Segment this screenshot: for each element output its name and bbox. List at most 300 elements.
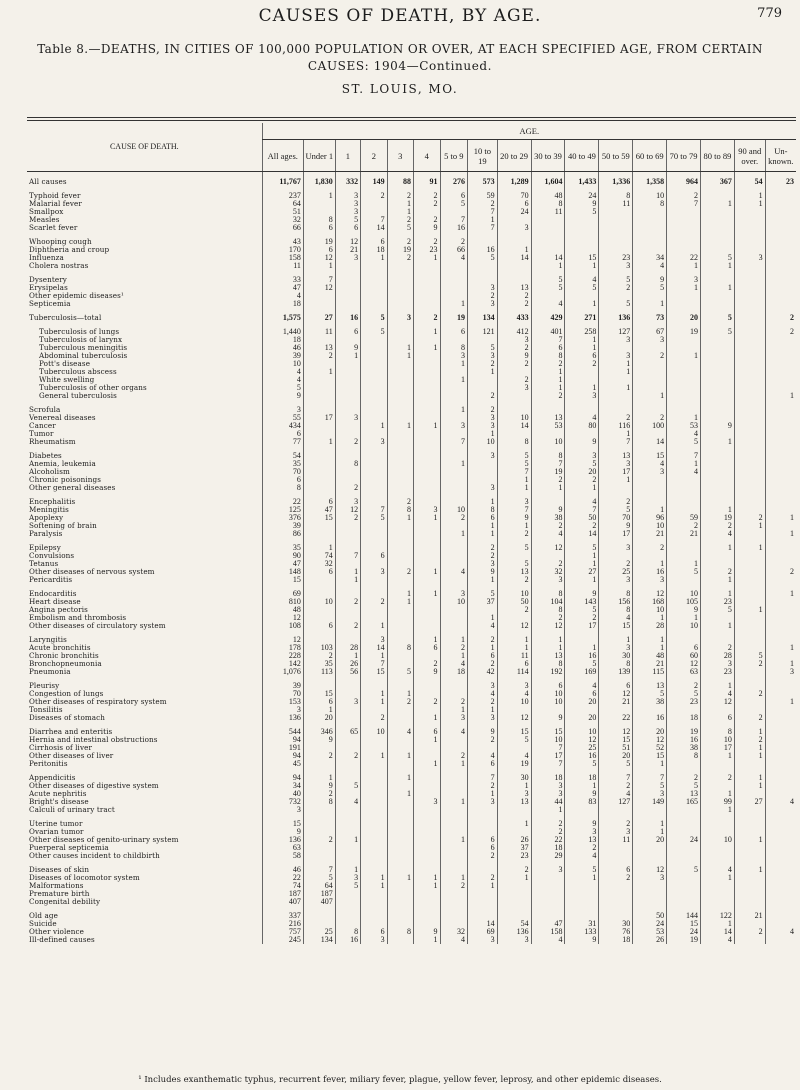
- table-row: [27, 246, 796, 254]
- cell-value: [440, 622, 468, 630]
- cell-value: 1: [734, 836, 765, 844]
- cell-value: 3: [335, 498, 360, 506]
- cell-value: [440, 468, 468, 476]
- cell-value: 5: [633, 782, 667, 790]
- cell-value: 6: [565, 352, 599, 360]
- cell-value: [387, 660, 413, 668]
- cause-label: Embolism and thrombosis: [29, 614, 127, 622]
- cell-value: 11: [262, 262, 303, 270]
- cell-value: [667, 806, 701, 814]
- cell-value: 1: [387, 874, 413, 882]
- cell-value: [765, 284, 796, 292]
- cell-value: 12: [633, 866, 667, 874]
- cell-value: [667, 874, 701, 882]
- cell-value: 1: [303, 544, 335, 552]
- cell-value: 2: [531, 828, 565, 836]
- cell-value: 1: [440, 460, 468, 468]
- cell-value: [765, 898, 796, 906]
- cell-value: 125: [262, 506, 303, 514]
- cell-value: [599, 912, 633, 920]
- cell-value: 15: [303, 514, 335, 522]
- cell-value: 5: [565, 660, 599, 668]
- cell-value: 5: [667, 438, 701, 446]
- cell-value: 1: [701, 806, 735, 814]
- cell-value: [565, 368, 599, 376]
- cell-value: [414, 606, 440, 614]
- cell-value: 1: [565, 262, 599, 270]
- cell-value: [497, 392, 531, 400]
- cell-value: 1: [734, 544, 765, 552]
- cell-value: 12: [262, 636, 303, 644]
- cell-value: 2: [468, 200, 498, 208]
- cell-value: 65: [335, 728, 360, 736]
- cell-value: [387, 652, 413, 660]
- cell-value: 237: [262, 192, 303, 200]
- cell-value: 5: [565, 866, 599, 874]
- cell-value: [414, 898, 440, 906]
- cell-value: 1: [565, 344, 599, 352]
- cell-value: 12: [303, 284, 335, 292]
- cell-value: 3: [633, 874, 667, 882]
- cell-value: 134: [468, 314, 498, 322]
- cell-value: 3: [468, 352, 498, 360]
- cell-value: [335, 606, 360, 614]
- cell-value: [765, 866, 796, 874]
- cell-value: [765, 208, 796, 216]
- cell-value: 22: [531, 836, 565, 844]
- cell-value: [361, 760, 387, 768]
- cell-value: [734, 262, 765, 270]
- cell-value: 27: [303, 314, 335, 322]
- cell-value: 32: [440, 928, 468, 936]
- cell-value: 35: [303, 660, 335, 668]
- cell-value: 8: [387, 644, 413, 652]
- cell-value: [361, 300, 387, 308]
- cell-value: [734, 828, 765, 836]
- cell-value: [565, 636, 599, 644]
- cell-value: 64: [303, 882, 335, 890]
- cell-value: 80: [565, 422, 599, 430]
- cell-value: [701, 706, 735, 714]
- cell-value: 2: [765, 568, 796, 576]
- cell-value: 1: [734, 752, 765, 760]
- cell-value: 2: [701, 774, 735, 782]
- table-row: [27, 192, 796, 200]
- cell-value: 1: [701, 284, 735, 292]
- cell-value: 17: [303, 414, 335, 422]
- cell-value: 2: [468, 544, 498, 552]
- cell-value: [765, 292, 796, 300]
- cell-value: [701, 352, 735, 360]
- cell-value: 8: [531, 452, 565, 460]
- cell-value: 12: [531, 544, 565, 552]
- cell-value: [599, 406, 633, 414]
- cell-value: 1: [531, 636, 565, 644]
- cell-value: 14: [531, 254, 565, 262]
- cell-value: [765, 560, 796, 568]
- cell-value: 8: [440, 344, 468, 352]
- cell-value: [361, 344, 387, 352]
- cell-value: 19: [667, 328, 701, 336]
- cell-value: [468, 468, 498, 476]
- table-row: [27, 314, 796, 322]
- cause-label: White swelling: [39, 376, 95, 384]
- cell-value: 2: [468, 360, 498, 368]
- cell-value: [765, 622, 796, 630]
- cell-value: [468, 744, 498, 752]
- cell-value: [701, 636, 735, 644]
- cell-value: 7: [565, 506, 599, 514]
- cell-value: 3: [599, 828, 633, 836]
- cell-value: 1: [335, 866, 360, 874]
- cell-value: 1: [701, 438, 735, 446]
- cell-value: [734, 336, 765, 344]
- cell-value: 108: [262, 622, 303, 630]
- cell-value: [361, 920, 387, 928]
- page-number: 779: [757, 6, 782, 21]
- cell-value: [361, 200, 387, 208]
- cell-value: [440, 844, 468, 852]
- cell-value: [565, 912, 599, 920]
- cell-value: 1: [633, 392, 667, 400]
- cell-value: [387, 936, 413, 944]
- cell-value: 165: [667, 798, 701, 806]
- cell-value: [387, 328, 413, 336]
- cell-value: 2: [468, 852, 498, 860]
- cell-value: 9: [414, 224, 440, 232]
- cell-value: 5: [734, 652, 765, 660]
- city-heading: ST. LOUIS, MO.: [341, 82, 459, 96]
- cell-value: 9: [531, 714, 565, 722]
- cell-value: [497, 882, 531, 890]
- column-header: 10 to 19: [468, 140, 498, 172]
- cell-value: 23: [701, 668, 735, 676]
- cell-value: 2: [531, 360, 565, 368]
- cell-value: [701, 760, 735, 768]
- cell-value: [440, 866, 468, 874]
- cell-value: [734, 668, 765, 676]
- column-header: 3: [387, 140, 413, 172]
- cell-value: 43: [262, 238, 303, 246]
- cell-value: [667, 208, 701, 216]
- cell-value: 23: [414, 246, 440, 254]
- cell-value: 1: [565, 576, 599, 584]
- cell-value: 1: [497, 476, 531, 484]
- cell-value: 1: [633, 300, 667, 308]
- cell-value: [361, 560, 387, 568]
- cell-value: 8: [599, 192, 633, 200]
- cell-value: [765, 852, 796, 860]
- cell-value: 1: [633, 828, 667, 836]
- cell-value: 11: [497, 652, 531, 660]
- cell-value: [303, 530, 335, 538]
- cell-value: [335, 422, 360, 430]
- cell-value: 2: [565, 522, 599, 530]
- cell-value: 1: [701, 200, 735, 208]
- cell-value: 1: [440, 636, 468, 644]
- cell-value: 9: [497, 514, 531, 522]
- cell-value: 4: [531, 530, 565, 538]
- cell-value: 3: [361, 936, 387, 944]
- cell-value: 8: [262, 484, 303, 492]
- cell-value: 5: [468, 254, 498, 262]
- cell-value: 66: [440, 246, 468, 254]
- table-row: [27, 522, 796, 530]
- table-row: [27, 782, 796, 790]
- cell-value: 24: [667, 836, 701, 844]
- cell-value: 3: [599, 262, 633, 270]
- cause-label: Influenza: [29, 254, 64, 262]
- cell-value: 5: [667, 782, 701, 790]
- cell-value: [387, 836, 413, 844]
- cell-value: 1: [765, 392, 796, 400]
- cell-value: [734, 936, 765, 944]
- cell-value: [335, 376, 360, 384]
- cell-value: 76: [599, 928, 633, 936]
- cell-value: 4: [440, 568, 468, 576]
- cell-value: [765, 352, 796, 360]
- cell-value: [361, 590, 387, 598]
- cell-value: 3: [468, 284, 498, 292]
- cell-value: [468, 806, 498, 814]
- cell-value: [440, 736, 468, 744]
- cell-value: 27: [734, 798, 765, 806]
- cell-value: [361, 836, 387, 844]
- cell-value: [734, 636, 765, 644]
- cell-value: 17: [599, 530, 633, 538]
- table-row: [27, 852, 796, 860]
- cell-value: 59: [667, 514, 701, 522]
- cell-value: 6: [468, 514, 498, 522]
- cell-value: 38: [667, 744, 701, 752]
- cause-label: Malarial fever: [29, 200, 82, 208]
- cell-value: 5: [701, 606, 735, 614]
- cell-value: 6: [599, 682, 633, 690]
- cell-value: 134: [303, 936, 335, 944]
- cell-value: [599, 246, 633, 254]
- cell-value: [361, 576, 387, 584]
- cause-label: Suicide: [29, 920, 57, 928]
- cell-value: 4: [667, 430, 701, 438]
- cell-value: 16: [565, 652, 599, 660]
- cell-value: [468, 384, 498, 392]
- cell-value: [361, 544, 387, 552]
- cell-value: 47: [262, 560, 303, 568]
- cell-value: [361, 912, 387, 920]
- cell-value: 2: [565, 360, 599, 368]
- age-header: AGE.: [262, 123, 796, 140]
- cause-label: Tuberculosis of lungs: [39, 328, 120, 336]
- cell-value: [387, 614, 413, 622]
- cell-value: [765, 476, 796, 484]
- cause-label: Diphtheria and croup: [29, 246, 110, 254]
- cause-label: Acute bronchitis: [29, 644, 91, 652]
- cell-value: 544: [262, 728, 303, 736]
- cell-value: 2: [565, 614, 599, 622]
- cell-value: 3: [440, 590, 468, 598]
- cell-value: [667, 844, 701, 852]
- cause-label: Ill-defined causes: [29, 936, 95, 944]
- cell-value: [633, 208, 667, 216]
- cell-value: [335, 276, 360, 284]
- table-row: [27, 568, 796, 576]
- cell-value: [765, 414, 796, 422]
- cell-value: 11: [531, 208, 565, 216]
- cell-value: 2: [531, 560, 565, 568]
- cell-value: [599, 208, 633, 216]
- cell-value: 25: [599, 568, 633, 576]
- cell-value: 6: [303, 698, 335, 706]
- cell-value: 11: [599, 200, 633, 208]
- cell-value: [701, 844, 735, 852]
- cell-value: [531, 552, 565, 560]
- cell-value: 3: [335, 698, 360, 706]
- cell-value: [361, 484, 387, 492]
- cell-value: [387, 606, 413, 614]
- cell-value: 1: [497, 820, 531, 828]
- cell-value: 5: [497, 460, 531, 468]
- cell-value: [361, 452, 387, 460]
- cell-value: 1: [440, 530, 468, 538]
- column-header: 20 to 29: [497, 140, 531, 172]
- cell-value: [387, 852, 413, 860]
- cell-value: [565, 216, 599, 224]
- table-row: [27, 262, 796, 270]
- cause-label: Other general diseases: [29, 484, 116, 492]
- table-row: [27, 728, 796, 736]
- cell-value: 1: [468, 430, 498, 438]
- cell-value: 34: [633, 254, 667, 262]
- cell-value: 22: [262, 498, 303, 506]
- cell-value: [335, 828, 360, 836]
- cell-value: [734, 376, 765, 384]
- cell-value: [734, 344, 765, 352]
- cell-value: 25: [565, 744, 599, 752]
- cell-value: [414, 866, 440, 874]
- cell-value: 94: [262, 736, 303, 744]
- cell-value: [765, 224, 796, 232]
- cell-value: [387, 882, 413, 890]
- cell-value: 10: [497, 414, 531, 422]
- cause-label: Septicemia: [29, 300, 71, 308]
- cell-value: 20: [667, 314, 701, 322]
- cell-value: 8: [599, 590, 633, 598]
- cause-label: Tuberculous abscess: [39, 368, 117, 376]
- cell-value: [667, 636, 701, 644]
- cell-value: [667, 216, 701, 224]
- cell-value: 3: [599, 576, 633, 584]
- cell-value: 52: [633, 744, 667, 752]
- cell-value: [734, 246, 765, 254]
- cell-value: [361, 430, 387, 438]
- cell-value: [701, 336, 735, 344]
- cell-value: 2: [387, 698, 413, 706]
- table-row: [27, 530, 796, 538]
- cell-value: 3: [599, 352, 633, 360]
- cell-value: [361, 790, 387, 798]
- cell-value: 2: [531, 476, 565, 484]
- cell-value: 810: [262, 598, 303, 606]
- cell-value: [734, 760, 765, 768]
- cell-value: 4: [701, 936, 735, 944]
- cell-value: 12: [599, 728, 633, 736]
- cell-value: 9: [565, 936, 599, 944]
- cause-label: Other diseases of respiratory system: [29, 698, 167, 706]
- cell-value: 3: [497, 936, 531, 944]
- cell-value: [440, 484, 468, 492]
- cell-value: 6: [440, 192, 468, 200]
- cell-value: [468, 820, 498, 828]
- cell-value: [734, 476, 765, 484]
- cell-value: [765, 246, 796, 254]
- cell-value: 2: [440, 698, 468, 706]
- cell-value: [335, 590, 360, 598]
- cell-value: [667, 392, 701, 400]
- cell-value: 5: [667, 866, 701, 874]
- cell-value: 2: [734, 690, 765, 698]
- cell-value: [565, 246, 599, 254]
- cell-value: 1: [361, 698, 387, 706]
- cell-value: [361, 774, 387, 782]
- cause-label: Diseases of locomotor system: [29, 874, 140, 882]
- cell-value: 18: [599, 936, 633, 944]
- cell-value: [361, 614, 387, 622]
- cell-value: [765, 652, 796, 660]
- cell-value: 3: [335, 208, 360, 216]
- cell-value: [361, 798, 387, 806]
- cell-value: [765, 936, 796, 944]
- cell-value: [667, 760, 701, 768]
- cell-value: [599, 376, 633, 384]
- cell-value: [734, 352, 765, 360]
- cell-value: 23: [667, 698, 701, 706]
- cell-value: [335, 544, 360, 552]
- cell-value: 346: [303, 728, 335, 736]
- cell-value: [440, 806, 468, 814]
- cell-value: 12: [335, 506, 360, 514]
- cell-value: [599, 224, 633, 232]
- cell-value: 732: [262, 798, 303, 806]
- cell-value: [303, 682, 335, 690]
- cause-label: Venereal diseases: [29, 414, 96, 422]
- cell-value: 5: [387, 224, 413, 232]
- cell-value: [414, 690, 440, 698]
- cell-value: 69: [262, 590, 303, 598]
- cell-value: 103: [303, 644, 335, 652]
- cell-value: [335, 384, 360, 392]
- cell-value: 58: [262, 852, 303, 860]
- cell-value: [361, 384, 387, 392]
- cell-value: 7: [468, 774, 498, 782]
- cell-value: 5: [633, 690, 667, 698]
- cell-value: 6: [414, 728, 440, 736]
- cell-value: [765, 874, 796, 882]
- cell-value: 1: [667, 414, 701, 422]
- cell-value: [765, 836, 796, 844]
- cell-value: 45: [262, 760, 303, 768]
- cell-value: 10: [531, 690, 565, 698]
- cell-value: 35: [262, 544, 303, 552]
- cell-value: [414, 576, 440, 584]
- cell-value: 2: [440, 644, 468, 652]
- column-header: 5 to 9: [440, 140, 468, 172]
- cell-value: [387, 292, 413, 300]
- table-row: [27, 828, 796, 836]
- cell-value: 1: [667, 352, 701, 360]
- cell-value: [303, 422, 335, 430]
- cell-value: 48: [633, 652, 667, 660]
- cell-value: 1: [440, 300, 468, 308]
